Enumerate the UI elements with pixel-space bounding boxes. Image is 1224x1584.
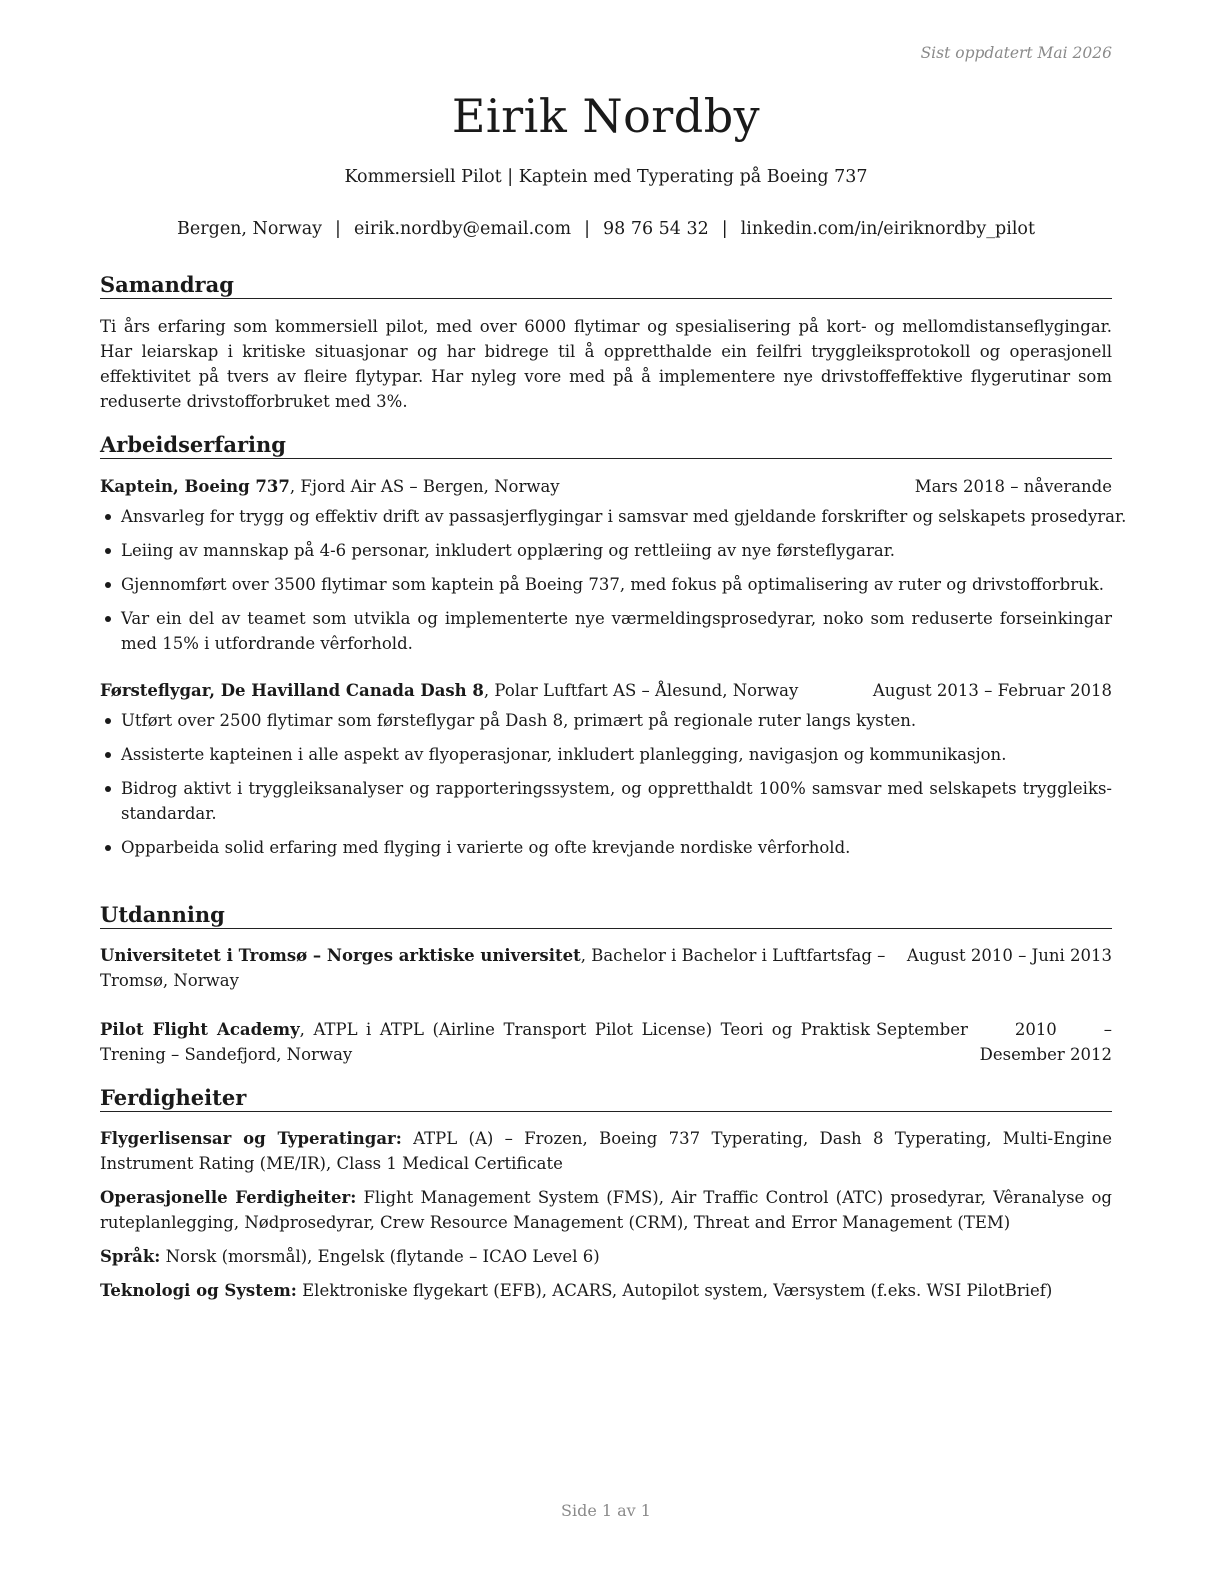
contact-separator: | [584,219,590,239]
skill-text: Norsk (morsmål), Engelsk (flytande – ICAO Level 6) [160,1247,600,1266]
education-entry [100,1017,1112,1067]
skill-text: Elektroniske flygekart (EFB), ACARS, Autopilot system, Værsystem (f.eks. WSI PilotBrief) [296,1281,1053,1300]
contact-linkedin[interactable]: linkedin.com/in/eiriknordby_pilot [740,219,1036,239]
job-bullet: Gjennomført over 3500 flytimar som kaptein på Boeing 737, med fokus på optimalisering av ruter og drivstofforbruk. [100,572,1112,597]
job-bullet: Leiing av mannskap på 4-6 personar, inkludert opplæring og rettleiing av nye førsteflygarar. [100,538,1112,563]
education-program: , ATPL i ATPL (Airline Transport Pilot License) Teori og Praktisk Trening – Sandefjord, Norway [100,1020,871,1064]
contact-location: Bergen, Norway [176,219,323,239]
job-bullets [100,504,1127,656]
contact-separator: | [335,219,341,239]
job-bullet: Ansvarleg for trygg og effektiv drift av passasjerflygingar i samsvar med gjeldande forskrifter og selskapets prosedyrar. [100,504,1112,529]
job-entry [100,678,1112,860]
education-row [100,1017,1112,1067]
job-bullet: Opparbeida solid erfaring med flyging i varierte og ofte krevjande nordiske vêrforhold. [100,835,1112,860]
job-title: Førsteflygar, De Havilland Canada Dash 8 [100,681,484,700]
section-heading-summary: Samandrag [100,272,1112,299]
summary-text: Ti års erfaring som kommersiell pilot, med over 6000 flytimar og spesialisering på kort- og mellomdistanseflygingar. Har leiarskap i kritiske situasjonar og har bidrege til å oppretthalde ein feilfri tryggleiksprotokoll og operasjonell effektivitet på tvers av fleire flytypar. Har nyleg vore med på å implementere nye drivstoffeffektive flygerutinar som reduserte drivstofforbruket med 3%. [100,317,1112,411]
last-updated: Sist oppdatert Mai 2026 [920,44,1112,62]
skill-text: ATPL (A) – Frozen, Boeing 737 Typerating, Dash 8 Typerating, Multi-Engine Instrument Rating (ME/IR), Class 1 Medical Certificate [100,1129,1112,1173]
contact-email[interactable]: eirik.nordby@email.com [353,219,572,239]
job-bullet: Assisterte kapteinen i alle aspekt av flyoperasjonar, inkludert planlegging, navigasjon og kommunikasjon. [100,742,1112,767]
job-bullet: Bidrog aktivt i tryggleiksanalyser og rapporteringssystem, og oppretthaldt 100% samsvar med selskapets tryggleiks-standardar. [100,776,1112,826]
skill-item [100,1244,1112,1269]
candidate-name: Eirik Nordby [451,89,761,143]
job-employer: , Polar Luftfart AS – Ålesund, Norway [483,681,799,700]
job-entry [100,474,1127,656]
job-dates: August 2013 – Februar 2018 [872,681,1112,700]
page-number: Side 1 av 1 [561,1501,651,1520]
job-bullet: Var ein del av teamet som utvikla og implementerte nye værmeldingsprosedyrar, noko som reduserte forseinkingar med 15% i utfordrande vêrforhold. [100,606,1112,656]
skill-label: Flygerlisensar og Typeratingar: [100,1129,402,1148]
skill-label: Språk: [100,1247,161,1266]
education-entry [100,943,1112,993]
section-heading-experience: Arbeidserfaring [100,432,1112,459]
skill-item [100,1126,1112,1176]
job-title: Kaptein, Boeing 737 [100,477,290,496]
candidate-title: Kommersiell Pilot | Kaptein med Typerating på Boeing 737 [344,167,868,187]
education-program: , Bachelor i Bachelor i Luftfartsfag – Tromsø, Norway [100,946,886,990]
skill-item [100,1278,1112,1303]
skill-label: Teknologi og System: [100,1281,297,1300]
contact-separator: | [721,219,728,239]
education-school: Pilot Flight Academy [100,1020,300,1039]
job-bullets [100,708,1112,860]
section-heading-skills: Ferdigheiter [100,1085,1112,1112]
education-school: Universitetet i Tromsø – Norges arktiske universitet [100,946,581,965]
skill-item [100,1185,1112,1235]
job-bullet: Utført over 2500 flytimar som førsteflygar på Dash 8, primært på regionale ruter langs kysten. [100,708,1112,733]
education-dates: September 2010 – Desember 2012 [876,1020,1112,1064]
job-header [100,474,1112,499]
job-header [100,678,1112,703]
contact-line [100,219,1112,239]
skill-text: Flight Management System (FMS), Air Traffic Control (ATC) prosedyrar, Vêranalyse og ruteplanlegging, Nødprosedyrar, Crew Resource Management (CRM), Threat and Error Management (TEM) [100,1188,1112,1232]
job-dates: Mars 2018 – nåverande [914,477,1112,496]
contact-phone: 98 76 54 32 [602,219,709,239]
skill-label: Operasjonelle Ferdigheiter: [100,1188,357,1207]
section-heading-education: Utdanning [100,902,1112,929]
education-row [100,943,1112,993]
education-dates: August 2010 – Juni 2013 [906,946,1112,965]
job-employer: , Fjord Air AS – Bergen, Norway [289,477,560,496]
